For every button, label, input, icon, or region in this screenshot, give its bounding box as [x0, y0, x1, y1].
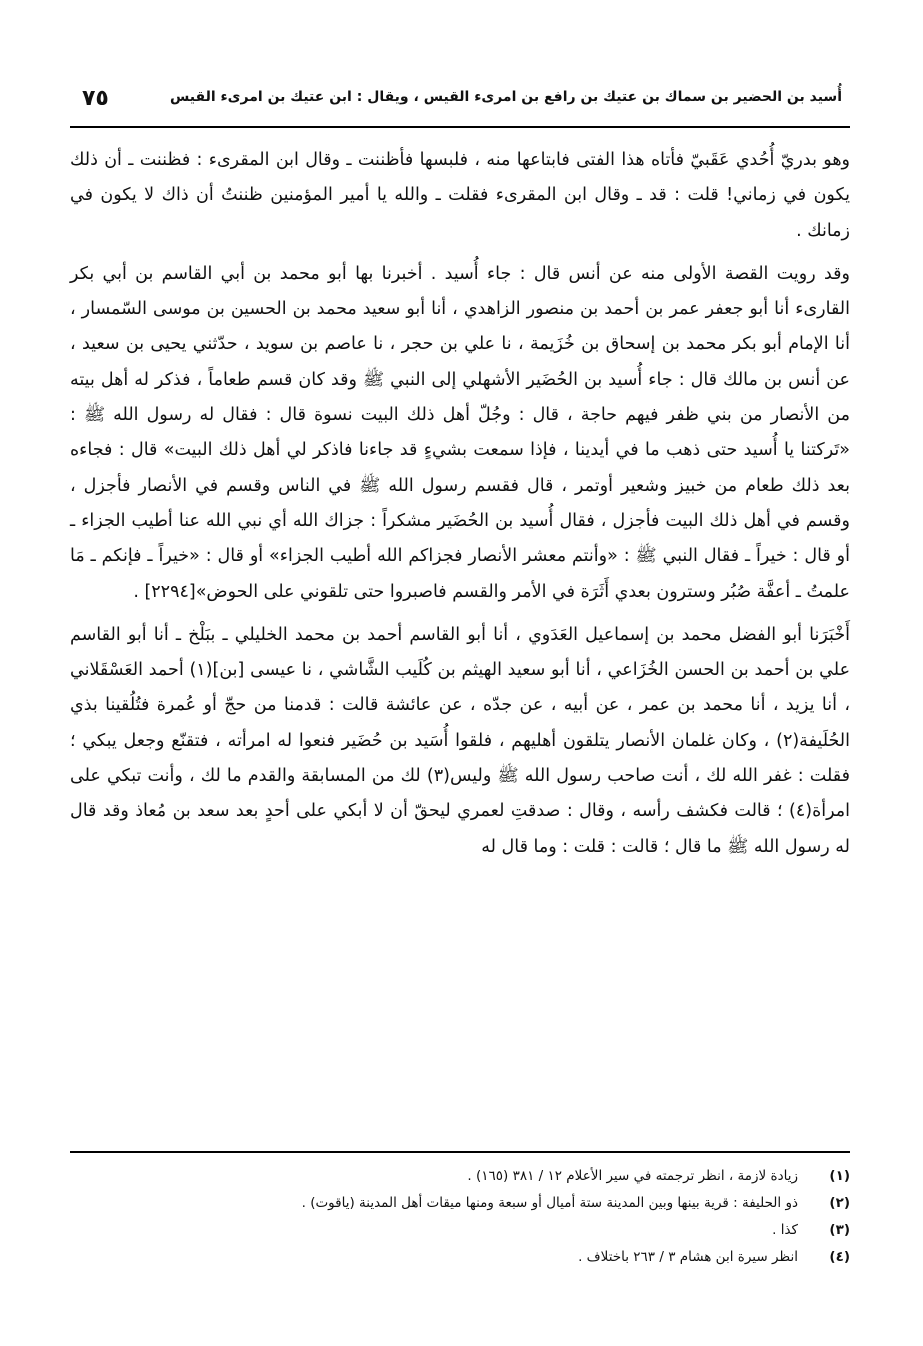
- book-page: [70, 0, 850, 1346]
- footnote-text: كذا .: [772, 1222, 798, 1238]
- running-header: [70, 86, 850, 128]
- footnote-text: ذو الحليفة : قرية بينها وبين المدينة ستة أميال أو سبعة ومنها ميقات أهل المدينة (ياقوت) .: [301, 1195, 798, 1211]
- footnote-number: (١): [829, 1168, 850, 1184]
- footnote-text: انظر سيرة ابن هشام ٣ / ٢٦٣ باختلاف .: [578, 1249, 798, 1265]
- footnote-3: [70, 1217, 850, 1244]
- paragraph-3: أَخْبَرَنا أبو الفضل محمد بن إسماعيل العَدَوي ، أنا أبو القاسم أحمد بن محمد الخليلي ـ ببَلْخ ـ أنا أبو القاسم علي بن أحمد بن الحسن الخُزَاعي ، أنا أبو سعيد الهيثم بن كُلَيب الشَّاشي ، نا عيسى [بن](١) أحمد العَسْقَلاني ، أنا يزيد ، أنا محمد بن عمر ، عن أبيه ، عن جدّه ، عن عائشة قالت : قدمنا من حجّ أو عُمرة فتُلُقينا بذي الحُلَيفة(٢) ، وكان غلمان الأنصار يتلقون أهليهم ، فلقوا أُسَيد بن حُضَير فنعوا له امرأته ، فتقنّع وجعل يبكي ؛ فقلت : غفر الله لك ، أنت صاحب رسول الله ﷺ وليس(٣) لك من المسابقة والقدم ما لك ، وأنت تبكي على امرأة(٤) ؛ قالت فكشف رأسه ، وقال : صدقتِ لعمري ليحقّ أن لا أبكي على أحدٍ بعد سعد بن مُعاذ وقد قال له رسول الله ﷺ ما قال ؛ قالت : قلت : وما قال له: [70, 624, 851, 857]
- footnote-4: [70, 1244, 850, 1271]
- footnote-number: (٢): [829, 1195, 850, 1211]
- footnote-number: (٣): [829, 1222, 850, 1238]
- footnote-divider: [70, 1151, 850, 1153]
- paragraph-2: وقد رويت القصة الأولى منه عن أنس قال : جاء أُسيد . أخبرنا بها أبو محمد بن أبي القاسم بن أبي بكر القارىء أنا أبو جعفر عمر بن أحمد بن منصور الزاهدي ، أنا أبو سعيد محمد بن الحسين بن موسى السّمسار ، أنا الإمام أبو بكر محمد بن إسحاق بن خُزَيمة ، نا علي بن حجر ، نا عاصم بن سويد ، حدّثني يحيى بن سعيد ، عن أنس بن مالك قال : جاء أُسيد بن الحُضَير الأشهلي إلى النبي ﷺ وقد كان قسم طعاماً ، فذكر له أهل بيته من الأنصار من بني ظفر فيهم حاجة ، قال : وجُلّ أهل ذلك البيت نسوة قال : فقال له رسول الله ﷺ : «تَركتنا يا أُسيد حتى ذهب ما في أيدينا ، فإذا سمعت بشيءٍ قد جاءنا فاذكر لي أهل ذلك البيت» قال : فجاءه بعد ذلك طعام من خبيز وشعير أوتمر ، قال فقسم رسول الله ﷺ في الناس وقسم في الأنصار فأجزل ، وقسم في أهل ذلك البيت فأجزل ، فقال أُسيد بن الحُضَير مشكراً : جزاك الله أي نبي الله عنا أطيب الجزاء ـ أو قال : خيراً ـ فقال النبي ﷺ : «وأنتم معشر الأنصار فجزاكم الله أطيب الجزاء» أو قال : «خيراً ـ فإنكم ـ مَا علمتُ ـ أعفَّة صُبُر وسترون بعدي أَثَرَة في الأمر والقسم فاصبروا حتى تلقوني على الحوض»[٢٢٩٤] .: [70, 263, 850, 602]
- footnotes: [70, 1163, 850, 1271]
- paragraph-1: وهو بدريّ أُحُدي عَقَبيّ فأتاه هذا الفتى فابتاعها منه ، فلبسها فأظننت ـ وقال ابن المقرىء : فظننت ـ أن ذلك يكون في زماني! قلت : قد ـ وقال ابن المقرىء فقلت ـ والله يا أمير المؤمنين ظننتُ أن ذاك لا يكون في زمانك .: [70, 150, 850, 241]
- footnote-text: زيادة لازمة ، انظر ترجمته في سير الأعلام ١٢ / ٣٨١ (١٦٥) .: [467, 1168, 798, 1184]
- header-title: أُسيد بن الحضير بن سماك بن عتيك بن رافع بن امرىء القيس ، ويقال : ابن عتيك بن امرىء القيس: [170, 89, 842, 105]
- footnote-2: [70, 1190, 850, 1217]
- main-text: [70, 143, 850, 865]
- page-number: ٧٥: [82, 86, 109, 111]
- footnote-1: [70, 1163, 850, 1190]
- footnote-number: (٤): [829, 1249, 850, 1265]
